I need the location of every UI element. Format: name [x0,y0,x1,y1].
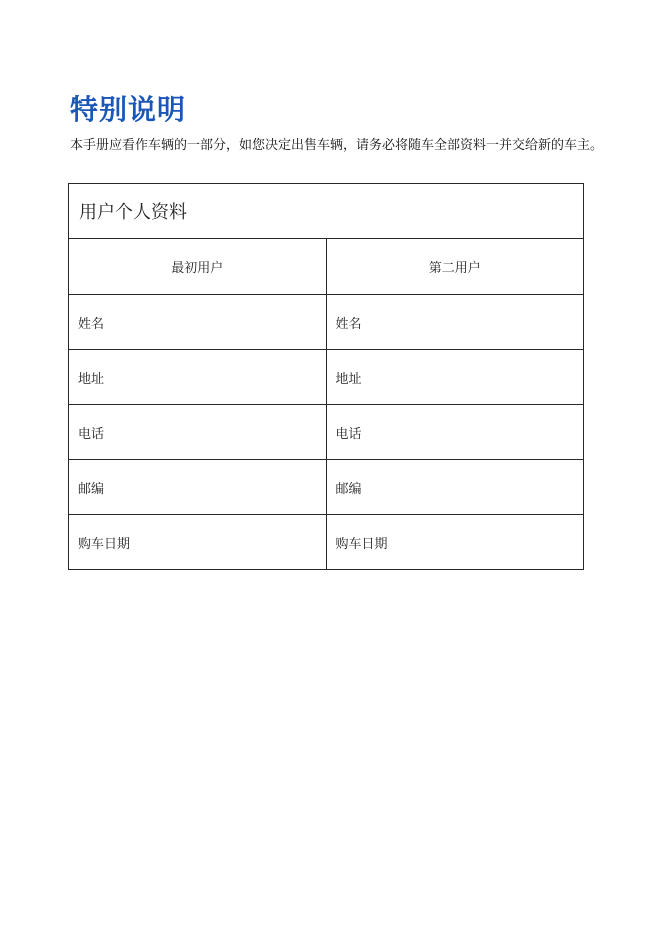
table-row [69,295,584,350]
first-user-address-cell[interactable]: 地址 [69,350,327,405]
table-row [69,515,584,570]
first-user-name-cell[interactable]: 姓名 [69,295,327,350]
table-title-row [69,184,584,239]
second-user-name-cell[interactable]: 姓名 [326,295,584,350]
user-info-table [68,183,584,570]
second-user-address-cell[interactable]: 地址 [326,350,584,405]
second-user-postcode-cell[interactable]: 邮编 [326,460,584,515]
table-row [69,405,584,460]
first-user-postcode-cell[interactable]: 邮编 [69,460,327,515]
page-title: 特别说明 [70,93,187,126]
column-header-first-user: 最初用户 [69,239,327,295]
column-header-second-user: 第二用户 [326,239,584,295]
intro-text: 本手册应看作车辆的一部分，如您决定出售车辆，请务必将随车全部资料一并交给新的车主。 [70,138,604,153]
table-title: 用户个人资料 [69,184,584,239]
table-header-row [69,239,584,295]
first-user-purchase-date-cell[interactable]: 购车日期 [69,515,327,570]
table-row [69,460,584,515]
table-row [69,350,584,405]
second-user-purchase-date-cell[interactable]: 购车日期 [326,515,584,570]
first-user-phone-cell[interactable]: 电话 [69,405,327,460]
second-user-phone-cell[interactable]: 电话 [326,405,584,460]
